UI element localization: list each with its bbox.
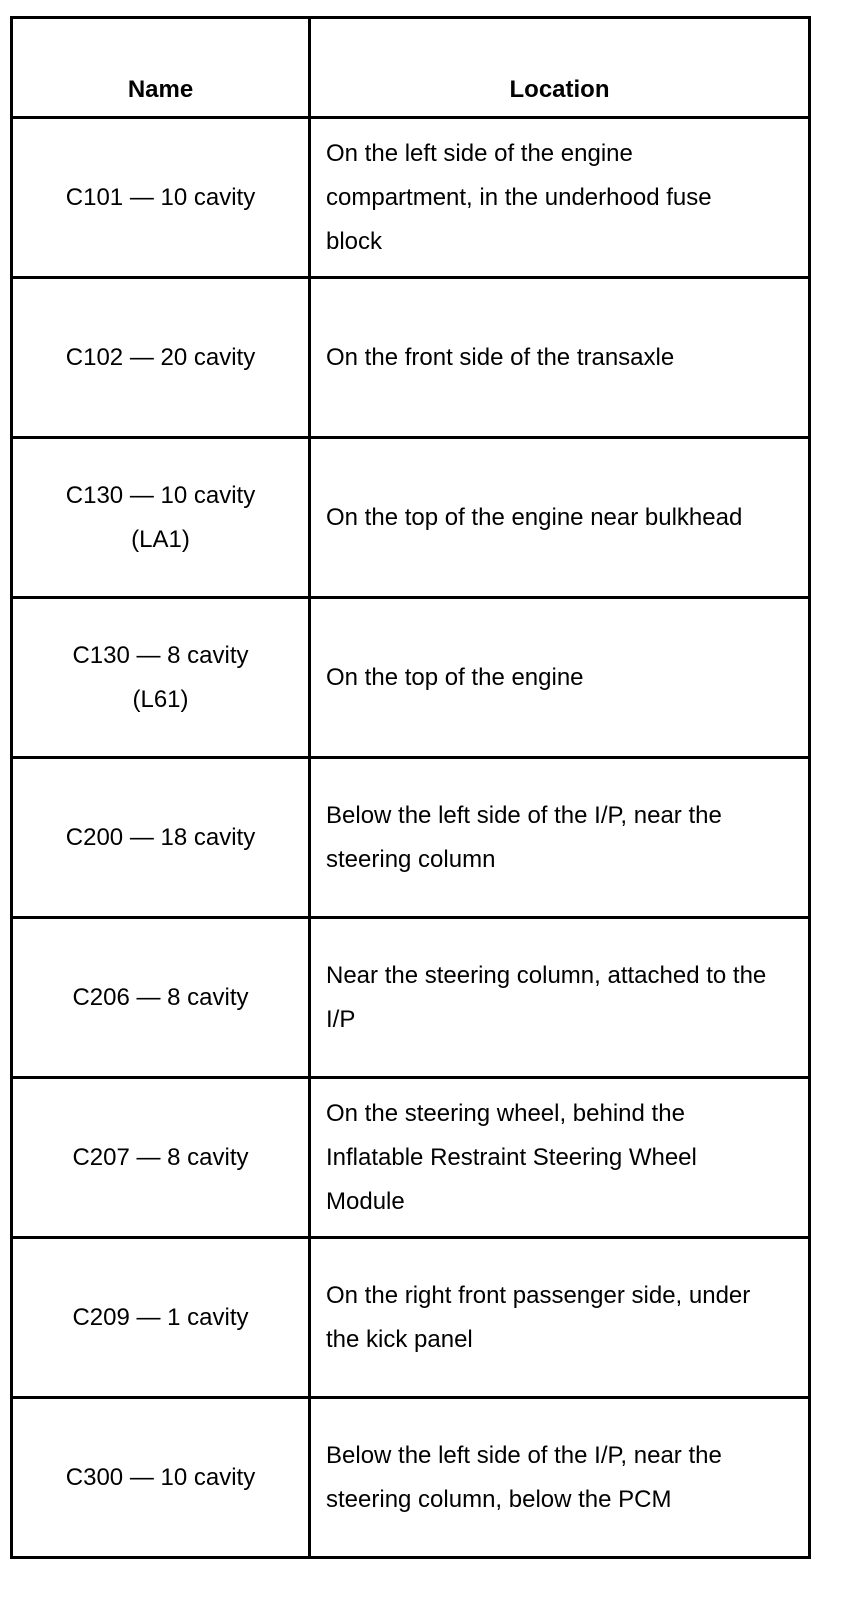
- header-row: [12, 18, 810, 118]
- connector-name-cell: [12, 1398, 310, 1558]
- connector-name-cell: [12, 1078, 310, 1238]
- table-row: [12, 598, 810, 758]
- connector-name-cell: [12, 278, 310, 438]
- connector-location-table: [10, 16, 811, 1559]
- connector-location: On the top of the engine near bulkhead: [310, 438, 810, 598]
- table-row: [12, 758, 810, 918]
- name-column-header: Name: [12, 18, 310, 118]
- connector-name: C101 — 10 cavity: [65, 183, 256, 211]
- connector-location: Below the left side of the I/P, near the steering column, below the PCM: [310, 1398, 810, 1558]
- connector-location: On the left side of the engine compartment, in the underhood fuse block: [310, 118, 810, 278]
- connector-location: Below the left side of the I/P, near the steering column: [310, 758, 810, 918]
- table-row: [12, 1078, 810, 1238]
- connector-name: C130 — 10 cavity: [65, 481, 256, 509]
- engine-option-code: (L61): [132, 685, 189, 713]
- connector-name: C200 — 18 cavity: [65, 823, 256, 851]
- table-row: [12, 1238, 810, 1398]
- connector-name-cell: [12, 598, 310, 758]
- connector-location: Near the steering column, attached to the I/P: [310, 918, 810, 1078]
- table-row: [12, 438, 810, 598]
- location-column-header: Location: [310, 18, 810, 118]
- connector-location: On the right front passenger side, under the kick panel: [310, 1238, 810, 1398]
- connector-name: C207 — 8 cavity: [72, 1143, 249, 1171]
- connector-location: On the steering wheel, behind the Inflatable Restraint Steering Wheel Module: [310, 1078, 810, 1238]
- connector-name-cell: [12, 118, 310, 278]
- table-row: [12, 118, 810, 278]
- connector-name: C300 — 10 cavity: [65, 1463, 256, 1491]
- connector-name-cell: [12, 758, 310, 918]
- table-row: [12, 1398, 810, 1558]
- connector-name: C130 — 8 cavity: [72, 641, 249, 669]
- connector-name: C102 — 20 cavity: [65, 343, 256, 371]
- connector-name: C209 — 1 cavity: [72, 1303, 249, 1331]
- table-row: [12, 278, 810, 438]
- table-row: [12, 918, 810, 1078]
- connector-location: On the top of the engine: [310, 598, 810, 758]
- connector-name-cell: [12, 918, 310, 1078]
- connector-name-cell: [12, 438, 310, 598]
- connector-name: C206 — 8 cavity: [72, 983, 249, 1011]
- engine-option-code: (LA1): [131, 525, 190, 553]
- connector-name-cell: [12, 1238, 310, 1398]
- connector-location: On the front side of the transaxle: [310, 278, 810, 438]
